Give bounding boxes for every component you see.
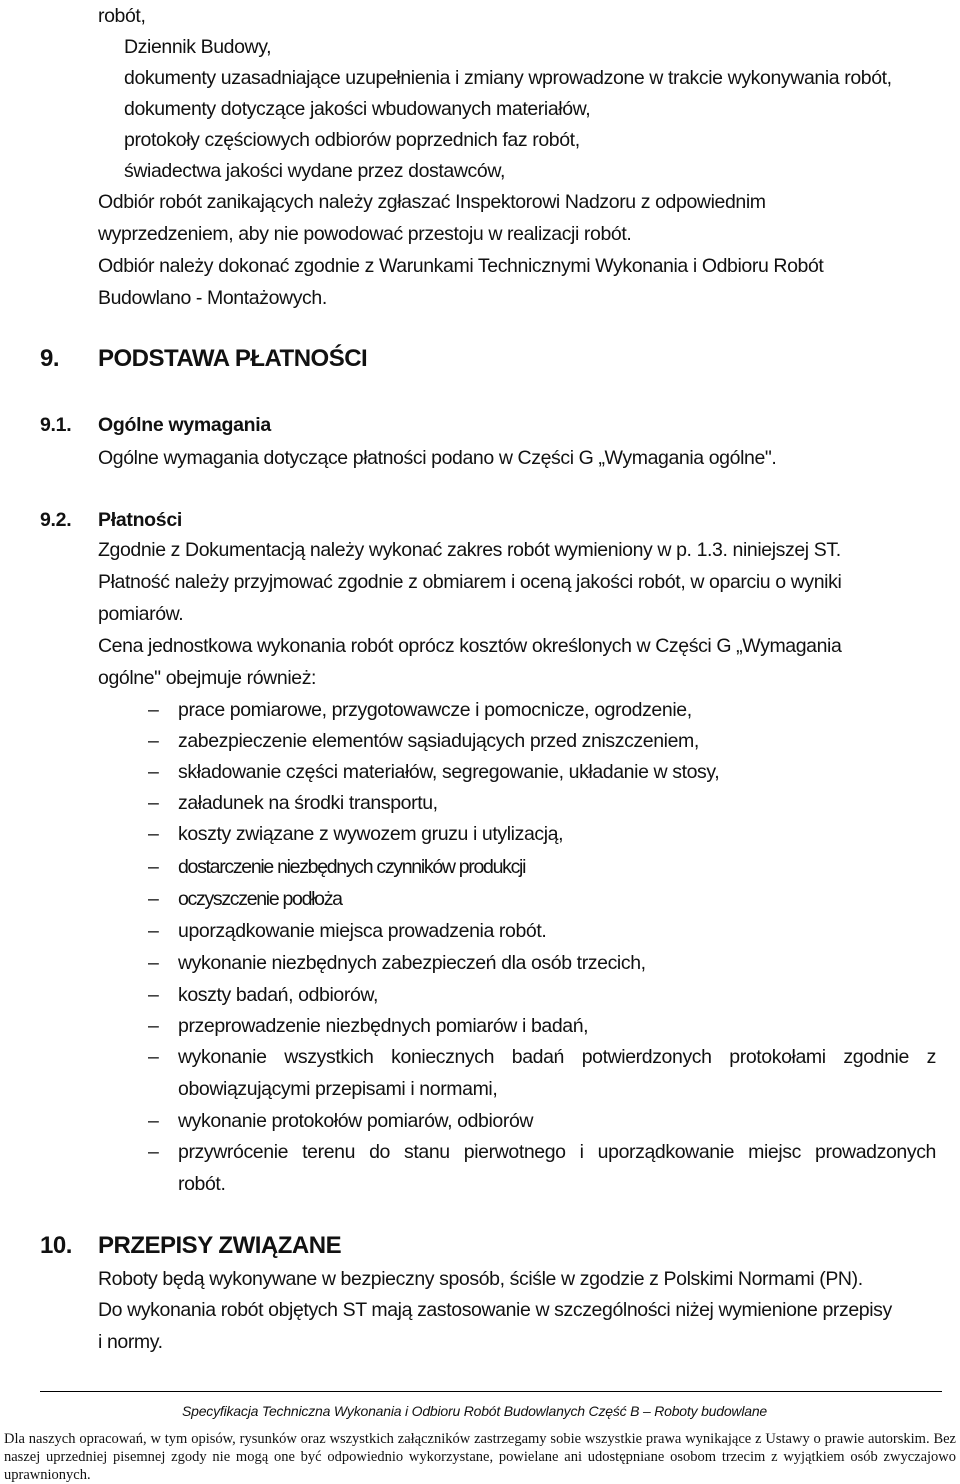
list-dash: – bbox=[148, 1046, 159, 1068]
intro-line: protokoły częściowych odbiorów poprzednich faz robót, bbox=[124, 129, 580, 151]
list-item: prace pomiarowe, przygotowawcze i pomocnicze, ogrodzenie, bbox=[178, 699, 692, 721]
section-9-2-title: Płatności bbox=[98, 509, 182, 531]
paragraph-line: Zgodnie z Dokumentacją należy wykonać zakres robót wymieniony w p. 1.3. niniejszej ST. bbox=[98, 539, 841, 561]
list-item-continuation: robót. bbox=[178, 1173, 226, 1195]
list-dash: – bbox=[148, 699, 159, 721]
paragraph-line: Roboty będą wykonywane w bezpieczny sposób, ściśle w zgodzie z Polskimi Normami (PN). bbox=[98, 1268, 863, 1290]
list-dash: – bbox=[148, 856, 159, 878]
section-10-number: 10. bbox=[40, 1232, 72, 1259]
section-9-2-number: 9.2. bbox=[40, 509, 72, 531]
list-dash: – bbox=[148, 823, 159, 845]
list-item: przeprowadzenie niezbędnych pomiarów i badań, bbox=[178, 1015, 589, 1037]
list-item: koszty związane z wywozem gruzu i utylizacją, bbox=[178, 823, 564, 845]
intro-line: dokumenty dotyczące jakości wbudowanych materiałów, bbox=[124, 98, 591, 120]
section-9-title: PODSTAWA PŁATNOŚCI bbox=[98, 345, 368, 372]
list-dash: – bbox=[148, 920, 159, 942]
section-9-1-text: Ogólne wymagania dotyczące płatności podano w Części G „Wymagania ogólne". bbox=[98, 447, 777, 469]
intro-line: wyprzedzeniem, aby nie powodować przestoju w realizacji robót. bbox=[98, 223, 632, 245]
list-item: przywrócenie terenu do stanu pierwotnego i uporządkowanie miejsc prowadzonych bbox=[178, 1141, 936, 1163]
list-dash: – bbox=[148, 1141, 159, 1163]
list-dash: – bbox=[148, 730, 159, 752]
list-item: uporządkowanie miejsca prowadzenia robót. bbox=[178, 920, 547, 942]
section-9-number: 9. bbox=[40, 345, 60, 372]
section-9-1-title: Ogólne wymagania bbox=[98, 414, 271, 436]
paragraph-line: Do wykonania robót objętych ST mają zastosowanie w szczególności niżej wymienione przepisy bbox=[98, 1299, 892, 1321]
list-dash: – bbox=[148, 952, 159, 974]
intro-line: dokumenty uzasadniające uzupełnienia i zmiany wprowadzone w trakcie wykonywania robót, bbox=[124, 67, 892, 89]
list-item: dostarczenie niezbędnych czynników produkcji bbox=[178, 856, 526, 878]
list-dash: – bbox=[148, 1015, 159, 1037]
list-dash: – bbox=[148, 761, 159, 783]
list-dash: – bbox=[148, 792, 159, 814]
list-dash: – bbox=[148, 888, 159, 910]
list-item: wykonanie protokołów pomiarów, odbiorów bbox=[178, 1110, 534, 1132]
list-item: koszty badań, odbiorów, bbox=[178, 984, 379, 1006]
section-9-1-number: 9.1. bbox=[40, 414, 72, 436]
intro-line: Dziennik Budowy, bbox=[124, 36, 272, 58]
paragraph-line: i normy. bbox=[98, 1331, 163, 1353]
list-dash: – bbox=[148, 984, 159, 1006]
paragraph-line: Płatność należy przyjmować zgodnie z obmiarem i oceną jakości robót, w oparciu o wyniki bbox=[98, 571, 842, 593]
paragraph-line: Cena jednostkowa wykonania robót oprócz kosztów określonych w Części G „Wymagania bbox=[98, 635, 842, 657]
intro-line: Odbiór robót zanikających należy zgłaszać Inspektorowi Nadzoru z odpowiednim bbox=[98, 191, 766, 213]
paragraph-line: pomiarów. bbox=[98, 603, 184, 625]
paragraph-line: ogólne" obejmuje również: bbox=[98, 667, 317, 689]
intro-line: Budowlano - Montażowych. bbox=[98, 287, 327, 309]
list-item: oczyszczenie podłoża bbox=[178, 888, 342, 910]
intro-line: świadectwa jakości wydane przez dostawców, bbox=[124, 160, 505, 182]
list-item: wykonanie wszystkich koniecznych badań potwierdzonych protokołami zgodnie z bbox=[178, 1046, 936, 1068]
list-item-continuation: obowiązującymi przepisami i normami, bbox=[178, 1078, 498, 1100]
list-item: wykonanie niezbędnych zabezpieczeń dla osób trzecich, bbox=[178, 952, 646, 974]
footer-rule bbox=[40, 1391, 942, 1392]
list-dash: – bbox=[148, 1110, 159, 1132]
footer-copyright-note: Dla naszych opracowań, w tym opisów, rysunków oraz wszystkich załączników zastrzegamy sobie wszystkie prawa wynikające z Ustawy o prawie autorskim. Bez naszej uprzedniej pisemnej zgody nie mogą one być odpowiednio wykorzystane, powielane ani udostępniane osobom trzecim z wyjątkiem osób zwyczajowo uprawnionych. bbox=[4, 1431, 956, 1483]
list-item: składowanie części materiałów, segregowanie, układanie w stosy, bbox=[178, 761, 720, 783]
list-item: zabezpieczenie elementów sąsiadujących przed zniszczeniem, bbox=[178, 730, 699, 752]
list-item: załadunek na środki transportu, bbox=[178, 792, 438, 814]
section-10-title: PRZEPISY ZWIĄZANE bbox=[98, 1232, 342, 1259]
footer-title: Specyfikacja Techniczna Wykonania i Odbioru Robót Budowlanych Część B – Roboty budowlane bbox=[182, 1403, 767, 1419]
intro-line: Odbiór należy dokonać zgodnie z Warunkami Technicznymi Wykonania i Odbioru Robót bbox=[98, 255, 824, 277]
intro-line: robót, bbox=[98, 5, 146, 27]
